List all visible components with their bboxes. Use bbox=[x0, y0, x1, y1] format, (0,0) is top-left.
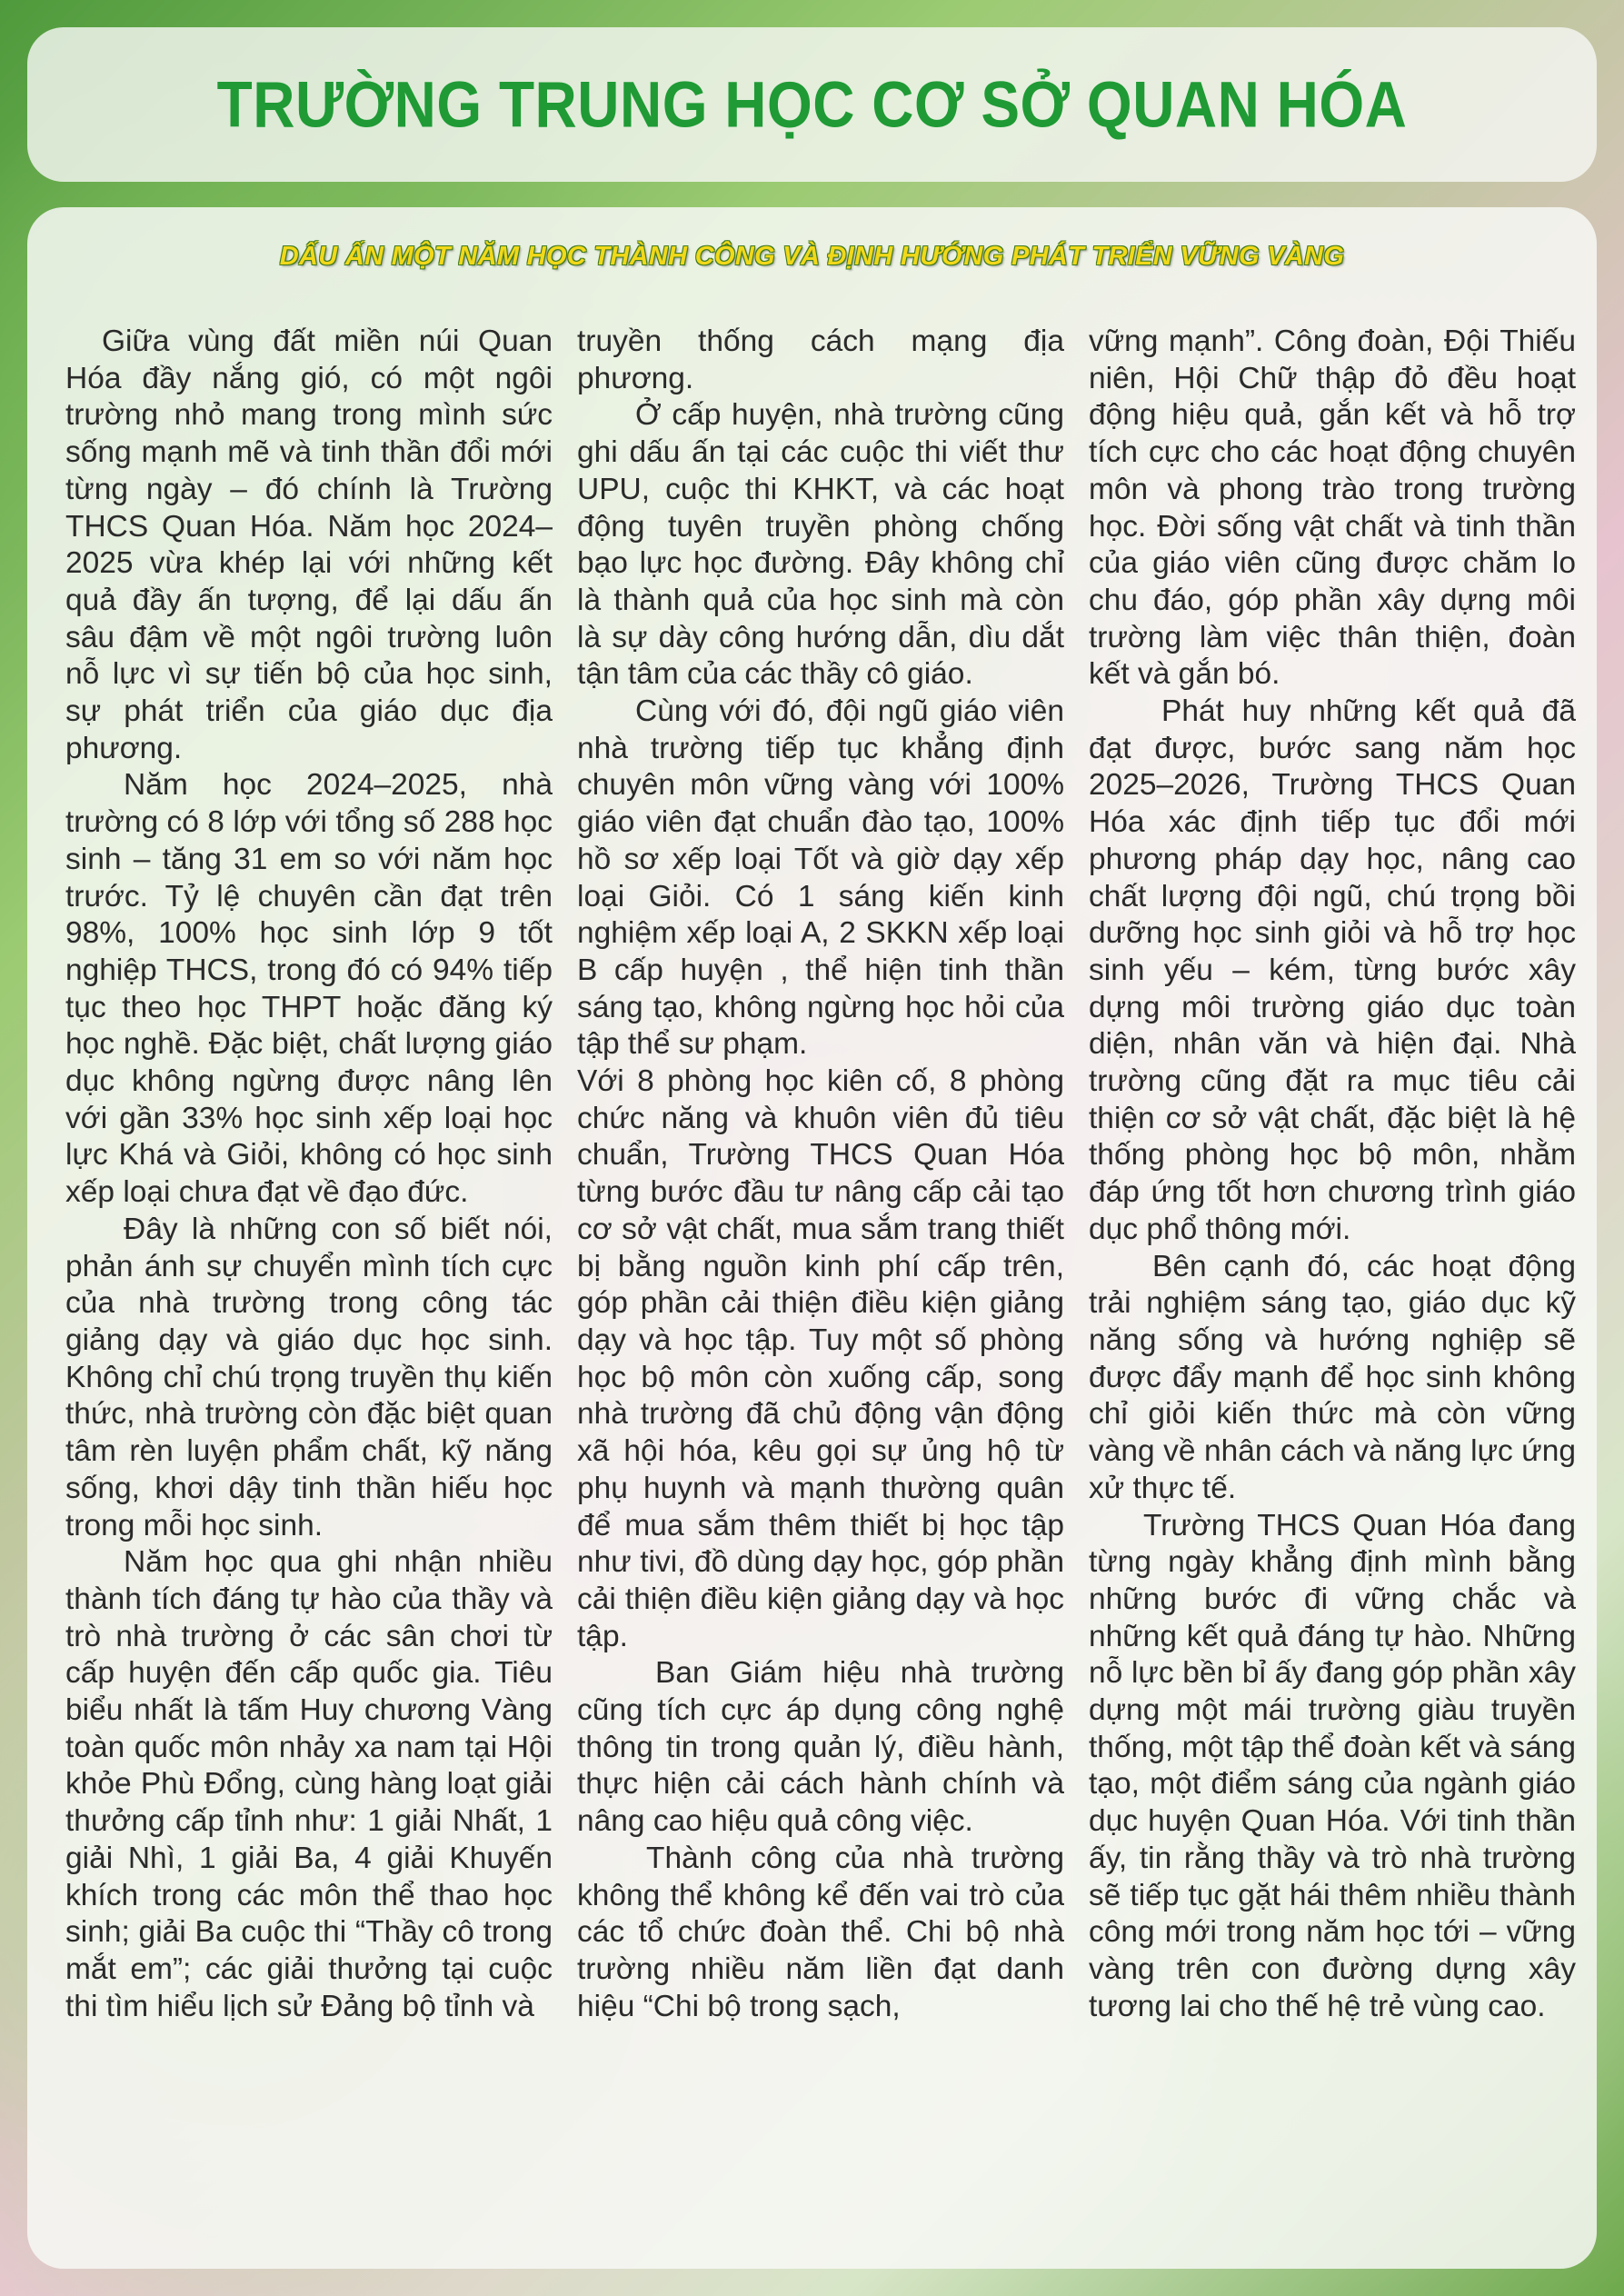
article-subtitle: DẤU ẤN MỘT NĂM HỌC THÀNH CÔNG VÀ ĐỊNH HƯỚNG PHÁT TRIỂN VỮNG VÀNG bbox=[279, 242, 1345, 271]
paragraph: Thành công của nhà trường không thể không kể đến vai trò của các tổ chức đoàn thể. Chi bộ nhà trường nhiều năm liền đạt danh hiệu “Chi bộ trong sạch, bbox=[577, 1841, 1064, 2023]
paragraph: truyền thống cách mạng địa phương. bbox=[577, 324, 1064, 395]
paragraph: Giữa vùng đất miền núi Quan Hóa đầy nắng gió, có một ngôi trường nhỏ mang trong mình sức sống mạnh mẽ và tinh thần đổi mới từng ngày – đó chính là Trường THCS Quan Hóa. Năm học 2024–2025 vừa khép lại với những kết quả đầy ấn tượng, để lại dấu ấn sâu đậm về một ngôi trường luôn nỗ lực vì sự tiến bộ của học sinh, sự phát triển của giáo dục địa phương. bbox=[65, 324, 553, 765]
paragraph: Phát huy những kết quả đã đạt được, bước sang năm học 2025–2026, Trường THCS Quan Hóa xác định tiếp tục đổi mới phương pháp dạy học, nâng cao chất lượng đội ngũ, chú trọng bồi dưỡng học sinh giỏi và hỗ trợ học sinh yếu – kém, từng bước xây dựng môi trường giáo dục toàn diện, nhân văn và hiện đại. Nhà trường cũng đặt ra mục tiêu cải thiện cơ sở vật chất, đặc biệt là hệ thống phòng học bộ môn, nhằm đáp ứng tốt hơn chương trình giáo dục phổ thông mới. bbox=[1089, 694, 1576, 1246]
paragraph: Ban Giám hiệu nhà trường cũng tích cực áp dụng công nghệ thông tin trong quản lý, điều hành, thực hiện cải cách hành chính và nâng cao hiệu quả công việc. bbox=[577, 1656, 1064, 1839]
paragraph: Năm học qua ghi nhận nhiều thành tích đáng tự hào của thầy và trò nhà trường ở các sân chơi từ cấp huyện đến cấp quốc gia. Tiêu biểu nhất là tấm Huy chương Vàng toàn quốc môn nhảy xa nam tại Hội khỏe Phù Đổng, cùng hàng loạt giải thưởng cấp tỉnh như: 1 giải Nhất, 1 giải Nhì, 1 giải Ba, 4 giải Khuyến khích trong các môn thể thao học sinh; giải Ba cuộc thi “Thầy cô trong mắt em”; các giải thưởng tại cuộc thi tìm hiểu lịch sử Đảng bộ tỉnh và bbox=[65, 1545, 553, 2023]
paragraph: Với 8 phòng học kiên cố, 8 phòng chức năng và khuôn viên đủ tiêu chuẩn, Trường THCS Quan Hóa từng bước đầu tư nâng cấp cải tạo cơ sở vật chất, mua sắm trang thiết bị bằng nguồn kinh phí cấp trên, góp phần cải thiện điều kiện giảng dạy và học tập. Tuy một số phòng học bộ môn còn xuống cấp, song nhà trường đã chủ động vận động xã hội hóa, kêu gọi sự ủng hộ từ phụ huynh và mạnh thường quân để mua sắm thêm thiết bị học tập như tivi, đồ dùng dạy học, góp phần cải thiện điều kiện giảng dạy và học tập. bbox=[577, 1064, 1064, 1653]
paragraph: Năm học 2024–2025, nhà trường có 8 lớp với tổng số 288 học sinh – tăng 31 em so với năm học trước. Tỷ lệ chuyên cần đạt trên 98%, 100% học sinh lớp 9 tốt nghiệp THCS, trong đó có 94% tiếp tục theo học THPT hoặc đăng ký học nghề. Đặc biệt, chất lượng giáo dục không ngừng được nâng lên với gần 33% học sinh xếp loại học lực Khá và Giỏi, không có học sinh xếp loại chưa đạt về đạo đức. bbox=[65, 768, 553, 1210]
paragraph: Bên cạnh đó, các hoạt động trải nghiệm sáng tạo, giáo dục kỹ năng sống và hướng nghiệp sẽ được đẩy mạnh để học sinh không chỉ giỏi kiến thức mà còn vững vàng về nhân cách và năng lực ứng xử thực tế. bbox=[1089, 1249, 1576, 1505]
paragraph: Trường THCS Quan Hóa đang từng ngày khẳng định mình bằng những bước đi vững chắc và những kết quả đáng tự hào. Những nỗ lực bền bỉ ấy đang góp phần xây dựng một mái trường giàu truyền thống, một tập thể đoàn kết và sáng tạo, một điểm sáng của ngành giáo dục huyện Quan Hóa. Với tinh thần ấy, tin rằng thầy và trò nhà trường sẽ tiếp tục gặt hái thêm nhiều thành công mới trong năm học tới – vững vàng trên con đường dựng xây tương lai cho thế hệ trẻ vùng cao. bbox=[1089, 1508, 1576, 2023]
article-column-2 bbox=[577, 324, 1064, 2025]
paragraph: Cùng với đó, đội ngũ giáo viên nhà trường tiếp tục khẳng định chuyên môn vững vàng với 100% giáo viên đạt chuẩn đào tạo, 100% hồ sơ xếp loại Tốt và giờ dạy xếp loại Giỏi. Có 1 sáng kiến kinh nghiệm xếp loại A, 2 SKKN xếp loại B cấp huyện , thể hiện tinh thần sáng tạo, không ngừng học hỏi của tập thể sư phạm. bbox=[577, 694, 1064, 1062]
article-panel bbox=[27, 207, 1597, 2269]
paragraph: Ở cấp huyện, nhà trường cũng ghi dấu ấn tại các cuộc thi viết thư UPU, cuộc thi KHKT, và các hoạt động tuyên truyền phòng chống bạo lực học đường. Đây không chỉ là thành quả của học sinh mà còn là sự dày công hướng dẫn, dìu dắt tận tâm của các thầy cô giáo. bbox=[577, 398, 1064, 692]
article-column-3 bbox=[1089, 324, 1576, 2025]
title-banner bbox=[27, 27, 1597, 182]
paragraph: Đây là những con số biết nói, phản ánh sự chuyển mình tích cực của nhà trường trong công tác giảng dạy và giáo dục học sinh. Không chỉ chú trọng truyền thụ kiến thức, nhà trường còn đặc biệt quan tâm rèn luyện phẩm chất, kỹ năng sống, khơi dậy tinh thần hiếu học trong mỗi học sinh. bbox=[65, 1212, 553, 1542]
page-title: TRƯỜNG TRUNG HỌC CƠ SỞ QUAN HÓA bbox=[216, 67, 1408, 142]
article-column-1 bbox=[65, 324, 553, 2025]
paragraph: vững mạnh”. Công đoàn, Đội Thiếu niên, Hội Chữ thập đỏ đều hoạt động hiệu quả, gắn kết và hỗ trợ tích cực cho các hoạt động chuyên môn và phong trào trong trường học. Đời sống vật chất và tinh thần của giáo viên cũng được chăm lo chu đáo, góp phần xây dựng môi trường làm việc thân thiện, đoàn kết và gắn bó. bbox=[1089, 324, 1576, 692]
